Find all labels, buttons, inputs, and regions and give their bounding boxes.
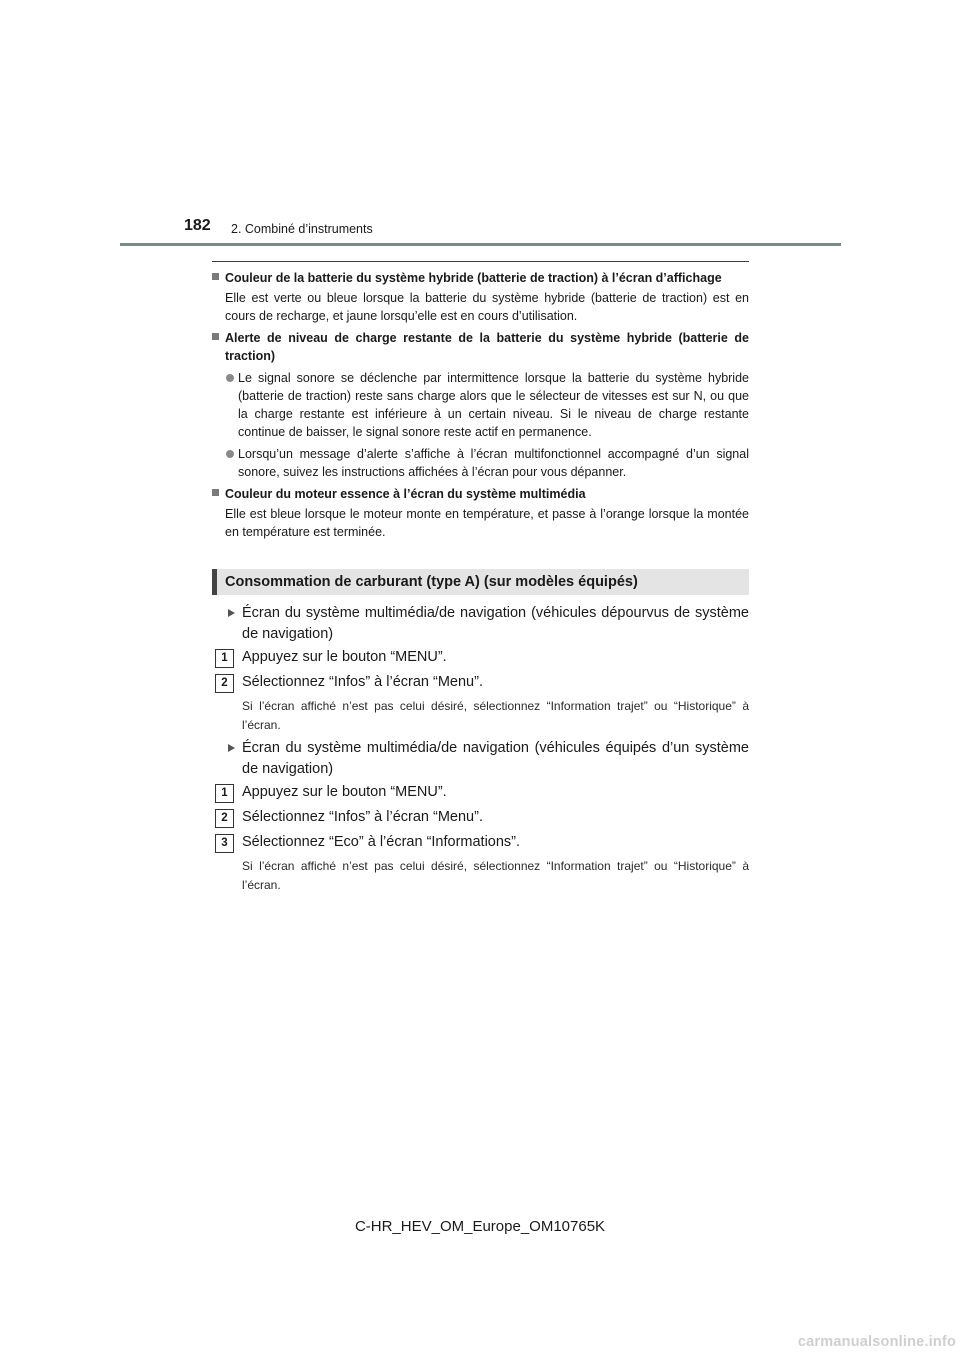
procedure-group-without-navigation (212, 603, 749, 734)
triangle-arrow-icon (228, 744, 235, 752)
notes-content (212, 265, 749, 541)
subsection-text: Elle est verte ou bleue lorsque la batterie du système hybride (batterie de traction) est en cours de recharge, et jaune lorsqu’elle est en cours d’utilisation. (225, 291, 749, 323)
round-bullet-icon (226, 374, 234, 382)
square-bullet-icon (212, 333, 219, 340)
list-item (212, 445, 749, 481)
step-number-icon: 1 (215, 649, 234, 668)
procedure-heading-text: Écran du système multimédia/de navigation (véhicules dépourvus de système de navigation) (242, 605, 749, 642)
square-bullet-icon (212, 273, 219, 280)
step (212, 647, 749, 672)
triangle-arrow-icon (228, 609, 235, 617)
step-text: Sélectionnez “Eco” à l’écran “Informations”. (242, 834, 521, 850)
step (212, 832, 749, 857)
section-title: Consommation de carburant (type A) (sur modèles équipés) (225, 574, 638, 590)
subsection-engine-color (212, 485, 749, 503)
document-id-footer: C-HR_HEV_OM_Europe_OM10765K (354, 1218, 606, 1235)
section-heading-bar (212, 569, 217, 595)
step-number-icon: 2 (215, 674, 234, 693)
step (212, 672, 749, 697)
list-item (212, 369, 749, 441)
subsection-battery-color (212, 269, 749, 287)
list-item-text: Lorsqu’un message d’alerte s’affiche à l’écran multifonctionnel accompagné d’un signal sonore, suivez les instructions affichées à l’écran pour vous dépanner. (238, 447, 749, 479)
header-rule (120, 243, 841, 246)
content-top-rule (212, 261, 749, 262)
step-text: Appuyez sur le bouton “MENU”. (242, 784, 447, 800)
step-text: Sélectionnez “Infos” à l’écran “Menu”. (242, 674, 483, 690)
subsection-title: Couleur de la batterie du système hybride (batterie de traction) à l’écran d’affichage (225, 271, 722, 285)
subsection-title: Alerte de niveau de charge restante de la batterie du système hybride (batterie de traction) (225, 331, 749, 363)
procedure-heading (212, 603, 749, 645)
step-number-icon: 1 (215, 784, 234, 803)
step (212, 782, 749, 807)
list-item-text: Le signal sonore se déclenche par intermittence lorsque la batterie du système hybride (batterie de traction) reste sans charge alors que le sélecteur de vitesses est sur N, ou que la charge restante est inférieure à un certain niveau. Si le niveau de charge restante continue de baisser, le signal sonore reste actif en permanence. (238, 371, 749, 439)
chapter-title: 2. Combiné d’instruments (231, 222, 373, 236)
procedure-heading-text: Écran du système multimédia/de navigation (véhicules équipés d’un système de navigation) (242, 740, 749, 777)
procedure-heading (212, 738, 749, 780)
step-text: Sélectionnez “Infos” à l’écran “Menu”. (242, 809, 483, 825)
step (212, 807, 749, 832)
step-note: Si l’écran affiché n’est pas celui désiré, sélectionnez “Information trajet” ou “Historique” à l’écran. (242, 859, 749, 892)
subsection-text: Elle est bleue lorsque le moteur monte en température, et passe à l’orange lorsque la montée en température est terminée. (225, 507, 749, 539)
step-note: Si l’écran affiché n’est pas celui désiré, sélectionnez “Information trajet” ou “Historique” à l’écran. (242, 699, 749, 732)
step-text: Appuyez sur le bouton “MENU”. (242, 649, 447, 665)
subsection-title: Couleur du moteur essence à l’écran du système multimédia (225, 487, 586, 501)
step-number-icon: 2 (215, 809, 234, 828)
step-number-icon: 3 (215, 834, 234, 853)
page-number: 182 (184, 217, 211, 234)
round-bullet-icon (226, 450, 234, 458)
procedure-group-with-navigation (212, 738, 749, 894)
watermark: carmanualsonline.info (797, 1334, 956, 1350)
subsection-charge-alert (212, 329, 749, 365)
square-bullet-icon (212, 489, 219, 496)
section-heading (212, 569, 749, 595)
